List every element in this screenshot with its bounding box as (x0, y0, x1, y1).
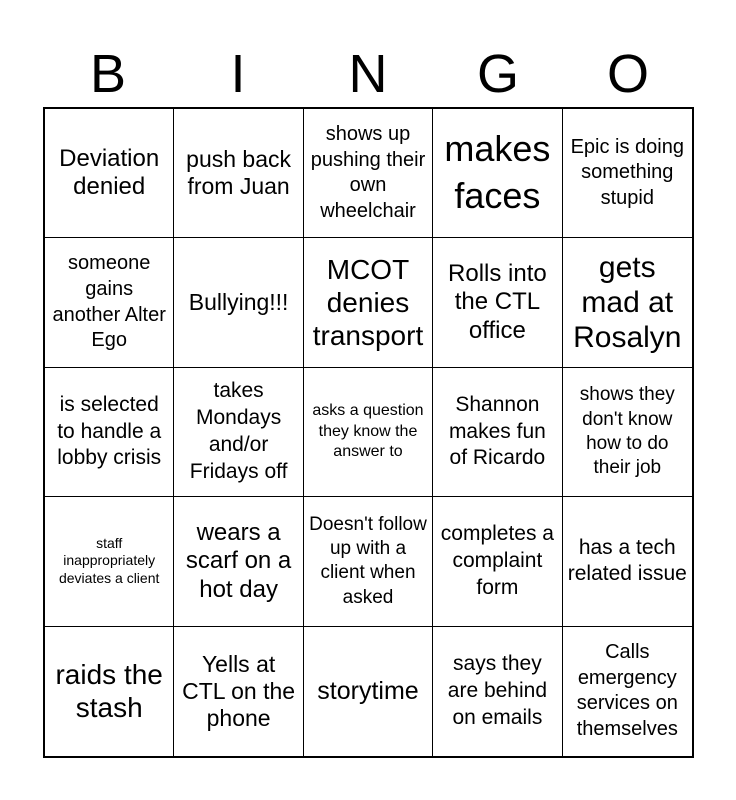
bingo-cell[interactable]: shows they don't know how to do their job (563, 368, 692, 497)
bingo-cell[interactable]: shows up pushing their own wheelchair (304, 109, 433, 238)
header-letter-g: G (476, 44, 519, 104)
bingo-cell[interactable]: Epic is doing something stupid (563, 109, 692, 238)
bingo-cell[interactable]: storytime (304, 627, 433, 756)
bingo-cell[interactable]: completes a complaint form (433, 497, 562, 626)
bingo-cell[interactable]: is selected to handle a lobby crisis (45, 368, 174, 497)
bingo-cell[interactable]: wears a scarf on a hot day (174, 497, 303, 626)
header-letter-b: B (89, 44, 127, 104)
bingo-cell[interactable]: takes Mondays and/or Fridays off (174, 368, 303, 497)
bingo-cell[interactable]: someone gains another Alter Ego (45, 238, 174, 367)
bingo-cell[interactable]: Doesn't follow up with a client when asked (304, 497, 433, 626)
bingo-cell[interactable]: raids the stash (45, 627, 174, 756)
bingo-cell[interactable]: Deviation denied (45, 109, 174, 238)
bingo-cell[interactable]: staff inappropriately deviates a client (45, 497, 174, 626)
bingo-cell[interactable]: MCOT denies transport (304, 238, 433, 367)
bingo-cell[interactable]: gets mad at Rosalyn (563, 238, 692, 367)
header-letter-n: N (348, 44, 388, 104)
header-letter-o: O (606, 44, 649, 104)
bingo-cell[interactable]: Yells at CTL on the phone (174, 627, 303, 756)
bingo-cell[interactable]: says they are behind on emails (433, 627, 562, 756)
bingo-cell[interactable]: makes faces (433, 109, 562, 238)
bingo-card-grid (43, 107, 694, 758)
bingo-cell[interactable]: asks a question they know the answer to (304, 368, 433, 497)
header-letter-i: I (230, 44, 246, 104)
bingo-cell[interactable]: Calls emergency services on themselves (576, 641, 678, 740)
bingo-cell[interactable]: Rolls into the CTL office (433, 238, 562, 367)
bingo-header (43, 42, 693, 106)
bingo-cell[interactable]: Shannon makes fun of Ricardo (433, 368, 562, 497)
bingo-cell[interactable]: Bullying!!! (174, 238, 303, 367)
bingo-cell[interactable]: push back from Juan (174, 109, 303, 238)
bingo-cell[interactable]: has a tech related issue (563, 497, 692, 626)
